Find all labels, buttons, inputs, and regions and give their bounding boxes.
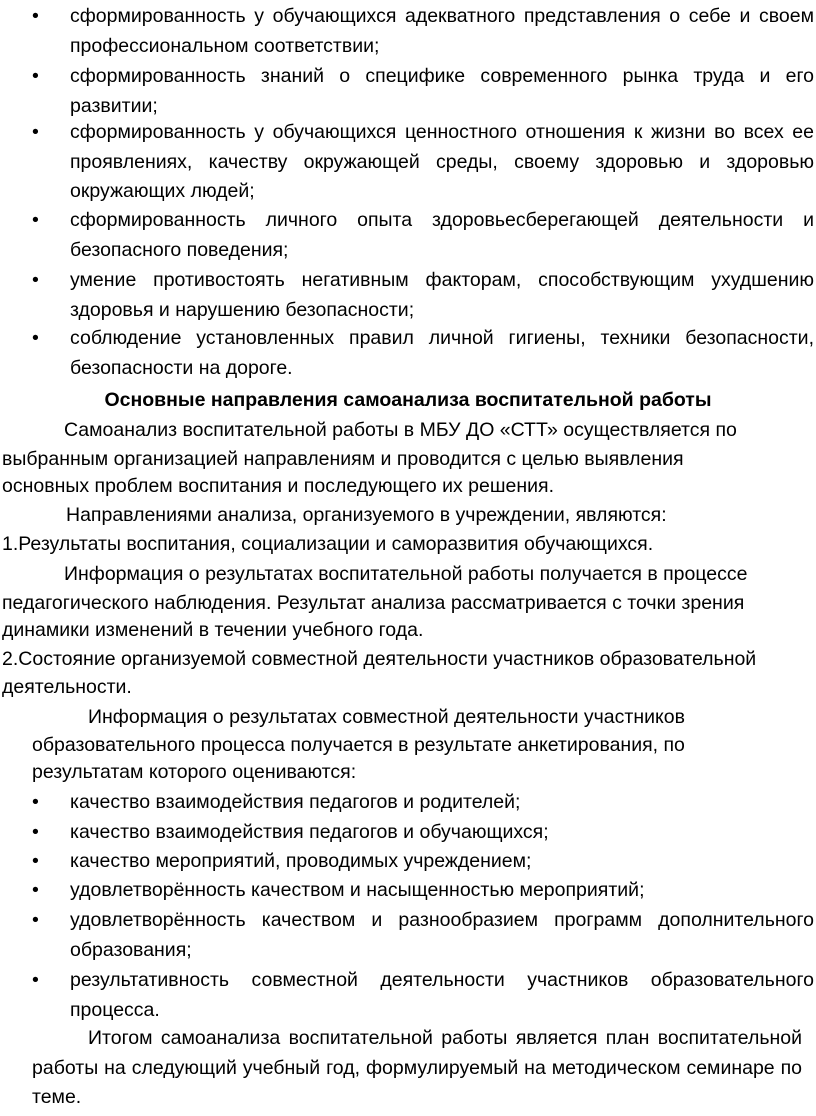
list-item-text: сформированность личного опыта здоровьесберегающей деятельности и безопасного поведения; xyxy=(70,209,814,261)
list-item xyxy=(32,62,814,121)
list-item-text: соблюдение установленных правил личной гигиены, техники безопасности, безопасности на дороге. xyxy=(70,327,814,379)
paragraph-line: педагогического наблюдения. Результат анализа рассматривается с точки зрения xyxy=(2,592,745,614)
conclusion-paragraph: Итогом самоанализа воспитательной работы является план воспитательной работы на следующий учебный год, формулируемый на методическом семинаре по теме. xyxy=(32,1027,802,1108)
list-item-text: сформированность знаний о специфике современного рынка труда и его развитии; xyxy=(70,65,814,117)
bullet-icon: • xyxy=(32,850,39,872)
bullet-icon: • xyxy=(32,209,39,231)
paragraph-line: Информация о результатах совместной деятельности участников xyxy=(88,706,685,728)
paragraph-line: образовательного процесса получается в результате анкетирования, по xyxy=(32,734,685,756)
paragraph-line: выбранным организацией направлениям и проводится с целью выявления xyxy=(2,448,684,470)
paragraph-line: результатам которого оцениваются: xyxy=(32,761,357,783)
paragraph-line: Самоанализ воспитательной работы в МБУ ДО «СТТ» осуществляется по xyxy=(64,419,737,441)
list-item-text: сформированность у обучающихся адекватного представления о себе и своем профессиональном соответствии; xyxy=(70,5,814,57)
list-item xyxy=(32,847,814,877)
list-item xyxy=(32,2,814,61)
list-item xyxy=(32,266,814,325)
bullet-icon: • xyxy=(32,909,39,931)
list-item-text: результативность совместной деятельности участников образовательного процесса. xyxy=(70,969,814,1021)
list-item xyxy=(32,206,814,265)
list-item-text: качество мероприятий, проводимых учреждением; xyxy=(70,850,532,872)
list-item xyxy=(32,876,814,906)
list-item xyxy=(32,788,814,818)
bullet-icon: • xyxy=(32,65,39,87)
bullet-icon: • xyxy=(32,5,39,27)
numbered-item: деятельности. xyxy=(2,676,132,698)
list-item-text: качество взаимодействия педагогов и родителей; xyxy=(70,791,521,813)
list-item xyxy=(32,966,814,1025)
section-heading: Основные направления самоанализа воспитательной работы xyxy=(104,389,712,411)
paragraph-line: основных проблем воспитания и последующего их решения. xyxy=(2,475,554,497)
numbered-item: 1.Результаты воспитания, социализации и саморазвития обучающихся. xyxy=(2,533,654,555)
bullet-icon: • xyxy=(32,879,39,901)
bullet-icon: • xyxy=(32,791,39,813)
list-item xyxy=(32,324,814,383)
paragraph-line: Направлениями анализа, организуемого в учреждении, являются: xyxy=(66,504,667,526)
list-item-text: умение противостоять негативным факторам, способствующим ухудшению здоровья и нарушению безопасности; xyxy=(70,269,814,321)
list-item-text: удовлетворённость качеством и насыщенностью мероприятий; xyxy=(70,879,645,901)
bullet-icon: • xyxy=(32,327,39,349)
bullet-icon: • xyxy=(32,269,39,291)
bullet-icon: • xyxy=(32,969,39,991)
bullet-icon: • xyxy=(32,121,39,143)
list-item-text: качество взаимодействия педагогов и обучающихся; xyxy=(70,821,549,843)
bullet-icon: • xyxy=(32,821,39,843)
list-item xyxy=(32,906,814,965)
list-item-text: сформированность у обучающихся ценностного отношения к жизни во всех ее проявлениях, качеству окружающей среды, своему здоровью и здоровью окружающих людей; xyxy=(70,121,814,202)
numbered-item: 2.Состояние организуемой совместной деятельности участников образовательной xyxy=(2,648,757,670)
list-item xyxy=(32,118,814,207)
list-item-text: удовлетворённость качеством и разнообразием программ дополнительного образования; xyxy=(70,909,814,961)
paragraph-line: Информация о результатах воспитательной работы получается в процессе xyxy=(64,563,748,585)
list-item xyxy=(32,818,814,848)
paragraph-line: динамики изменений в течении учебного года. xyxy=(2,619,424,641)
